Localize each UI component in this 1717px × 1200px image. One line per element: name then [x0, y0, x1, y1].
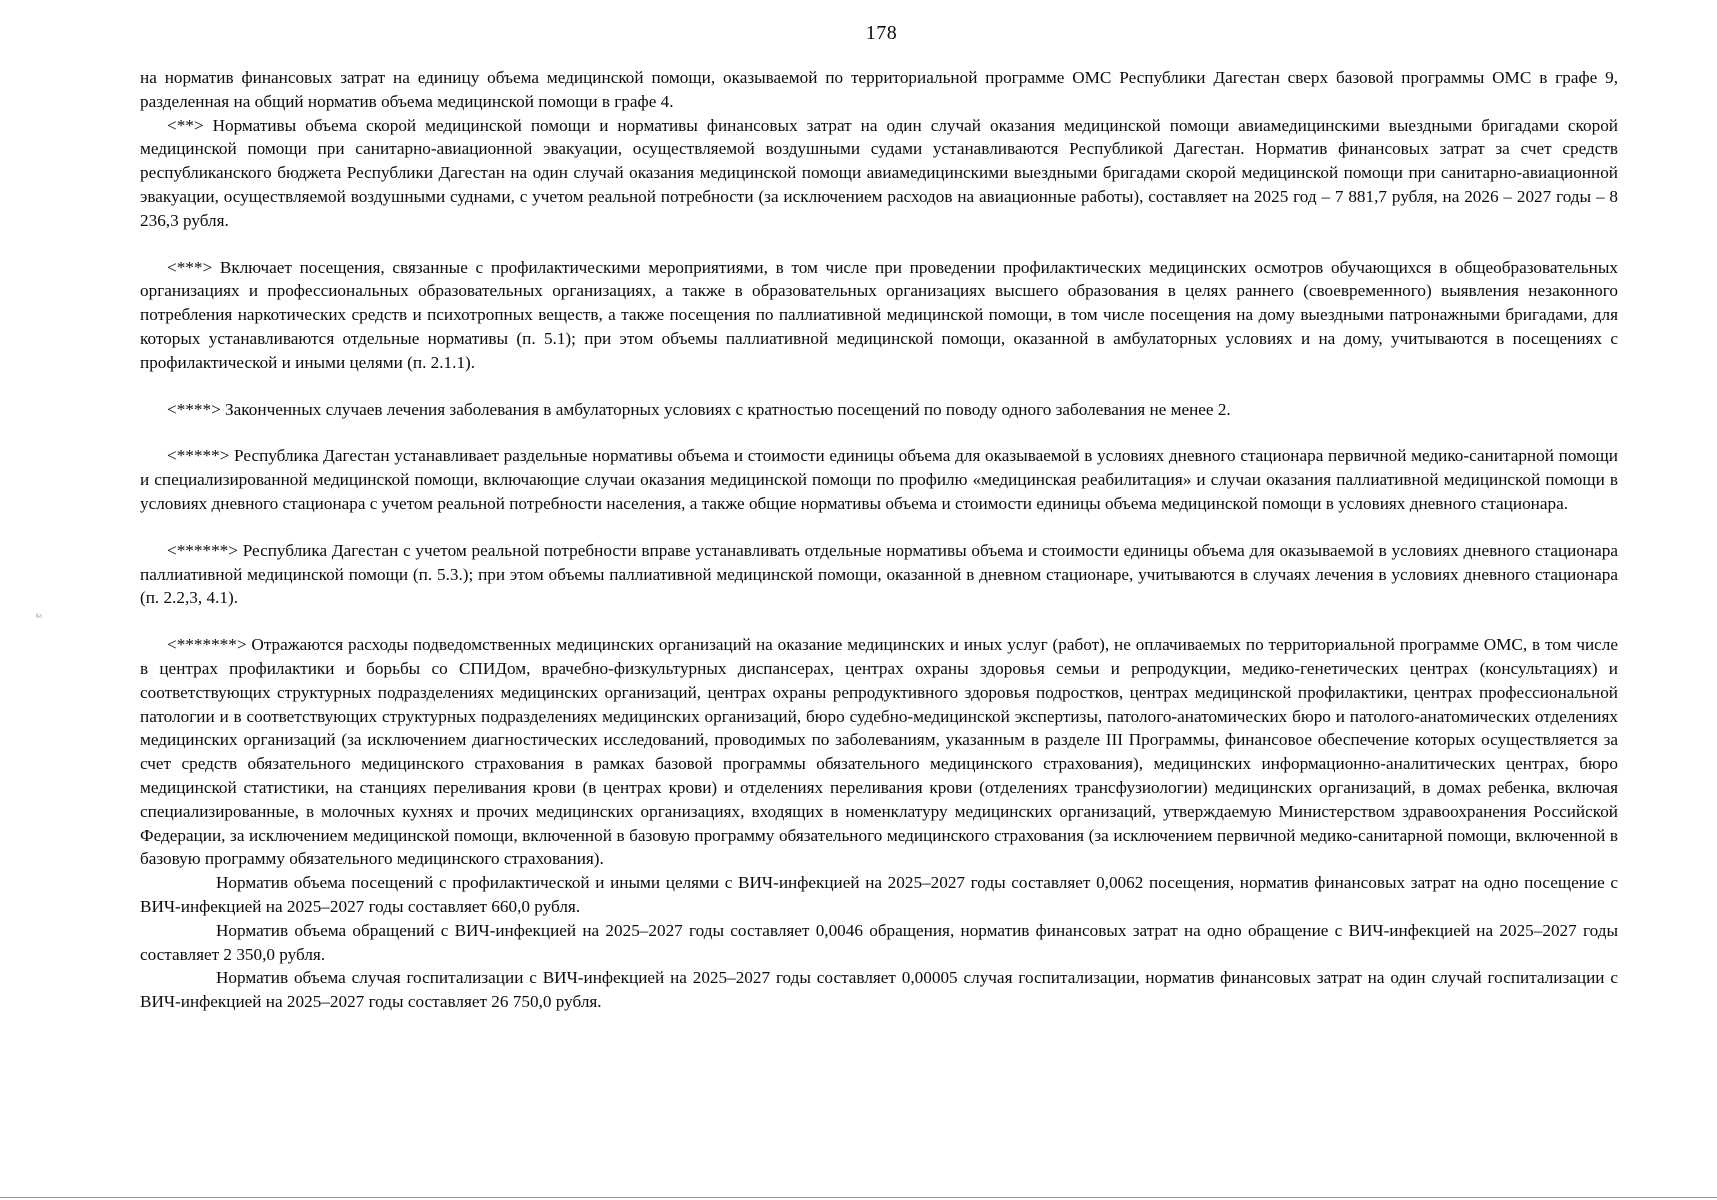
- paragraph-hospitalization-norm: Норматив объема случая госпитализации с ВИЧ-инфекцией на 2025–2027 годы составляет 0,00005 случая госпитализации, норматив финансовых затрат на один случай госпитализации с ВИЧ-инфекцией на 2025–2027 годы составляет 26 750,0 рубля.: [140, 968, 1618, 1012]
- footnote-6-stars: <******> Республика Дагестан с учетом реальной потребности вправе устанавливать отдельные нормативы объема и стоимости единицы объема для оказываемой в условиях дневного стационара паллиативной медицинской помощи (п. 5.3.); при этом объемы паллиативной медицинской помощи, оказанной в дневном стационаре, учитываются в случаях лечения в условиях дневного стационара (п. 2.2,3, 4.1).: [140, 540, 1618, 608]
- footnote-7-stars: <*******> Отражаются расходы подведомственных медицинских организаций на оказание медицинских и иных услуг (работ), не оплачиваемых по территориальной программе ОМС, в том числе в центрах профилактики и борьбы со СПИДом, врачебно-физкультурных диспансерах, центрах охраны здоровья семьи и репродукции, медико-генетических центрах (консультациях) и соответствующих структурных подразделениях медицинских организаций, центрах охраны репродуктивного здоровья подростков, центрах медицинской профилактики, центрах профессиональной патологии и в соответствующих структурных подразделениях медицинских организаций, бюро судебно-медицинской экспертизы, патолого-анатомических бюро и патолого-анатомических отделениях медицинских организаций (за исключением диагностических исследований, проводимых по заболеваниям, указанным в разделе III Программы, финансовое обеспечение которых осуществляется за счет средств обязательного медицинского страхования в рамках базовой программы обязательного медицинского страхования), медицинских информационно-аналитических центрах, бюро медицинской статистики, на станциях переливания крови (в центрах крови) и отделениях переливания крови (отделениях трансфузиологии) медицинских организаций, в домах ребенка, включая специализированные, в молочных кухнях и прочих медицинских организациях, входящих в номенклатуру медицинских организаций, утверждаемую Министерством здравоохранения Российской Федерации, за исключением медицинской помощи, включенной в базовую программу обязательного медицинского страхования (за исключением первичной медико-санитарной помощи, включенной в базовую программу обязательного медицинского страхования).: [140, 635, 1618, 869]
- paragraph-appeals-norm: Норматив объема обращений с ВИЧ-инфекцией на 2025–2027 годы составляет 0,0046 обращения, норматив финансовых затрат на одно обращение с ВИЧ-инфекцией на 2025–2027 годы составляет 2 350,0 рубля.: [140, 920, 1618, 964]
- footnote-4-stars: <****> Законченных случаев лечения заболевания в амбулаторных условиях с кратностью посещений по поводу одного заболевания не менее 2.: [167, 399, 1231, 419]
- document-body: [140, 66, 1618, 1014]
- paragraph-visits-norm: Норматив объема посещений с профилактической и иными целями с ВИЧ-инфекцией на 2025–2027 годы составляет 0,0062 посещения, норматив финансовых затрат на одно посещение с ВИЧ-инфекцией на 2025–2027 годы составляет 660,0 рубля.: [140, 873, 1618, 916]
- paragraph-continuation: на норматив финансовых затрат на единицу объема медицинской помощи, оказываемой по территориальной программе ОМС Республики Дагестан сверх базовой программы ОМС в графе 9, разделенная на общий норматив объема медицинской помощи в графе 4.: [140, 68, 1618, 111]
- footnote-3-stars: <***> Включает посещения, связанные с профилактическими мероприятиями, в том числе при проведении профилактических медицинских осмотров обучающихся в общеобразовательных организациях и профессиональных образовательных организациях, а также в образовательных организациях высшего образования в целях раннего (своевременного) выявления незаконного потребления наркотических средств и психотропных веществ, а также посещения по паллиативной медицинской помощи, в том числе посещения на дому выездными патронажными бригадами, для которых устанавливаются отдельные нормативы (п. 5.1); при этом объемы паллиативной медицинской помощи, оказанной в амбулаторных условиях и на дому, учитываются в посещениях с профилактической и иными целями (п. 2.1.1).: [140, 257, 1618, 372]
- footnote-5-stars: <*****> Республика Дагестан устанавливает раздельные нормативы объема и стоимости единицы объема для оказываемой в условиях дневного стационара первичной медико-санитарной помощи и специализированной медицинской помощи, включающие случаи оказания медицинской помощи по профилю «медицинская реабилитация» и случаи оказания паллиативной медицинской помощи в условиях дневного стационара с учетом реальной потребности населения, а также общие нормативы объема и стоимости единицы объема медицинской помощи в условиях дневного стационара.: [140, 446, 1618, 513]
- margin-mark: ᵏᵃ: [36, 612, 42, 623]
- page-number: 178: [865, 22, 898, 44]
- footnote-2-stars: <**> Нормативы объема скорой медицинской помощи и нормативы финансовых затрат на один случай оказания медицинской помощи авиамедицинскими выездными бригадами скорой медицинской помощи при санитарно-авиационной эвакуации, осуществляемой воздушными судами устанавливаются Республикой Дагестан. Норматив финансовых затрат за счет средств республиканского бюджета Республики Дагестан на один случай оказания медицинской помощи авиамедицинскими выездными бригадами скорой медицинской помощи при санитарно-авиационной эвакуации, осуществляемой воздушными суднами, с учетом реальной потребности (за исключением расходов на авиационные работы), составляет на 2025 год – 7 881,7 рубля, на 2026 – 2027 годы – 8 236,3 рубля.: [140, 115, 1618, 230]
- scan-bottom-edge: [0, 1197, 1717, 1198]
